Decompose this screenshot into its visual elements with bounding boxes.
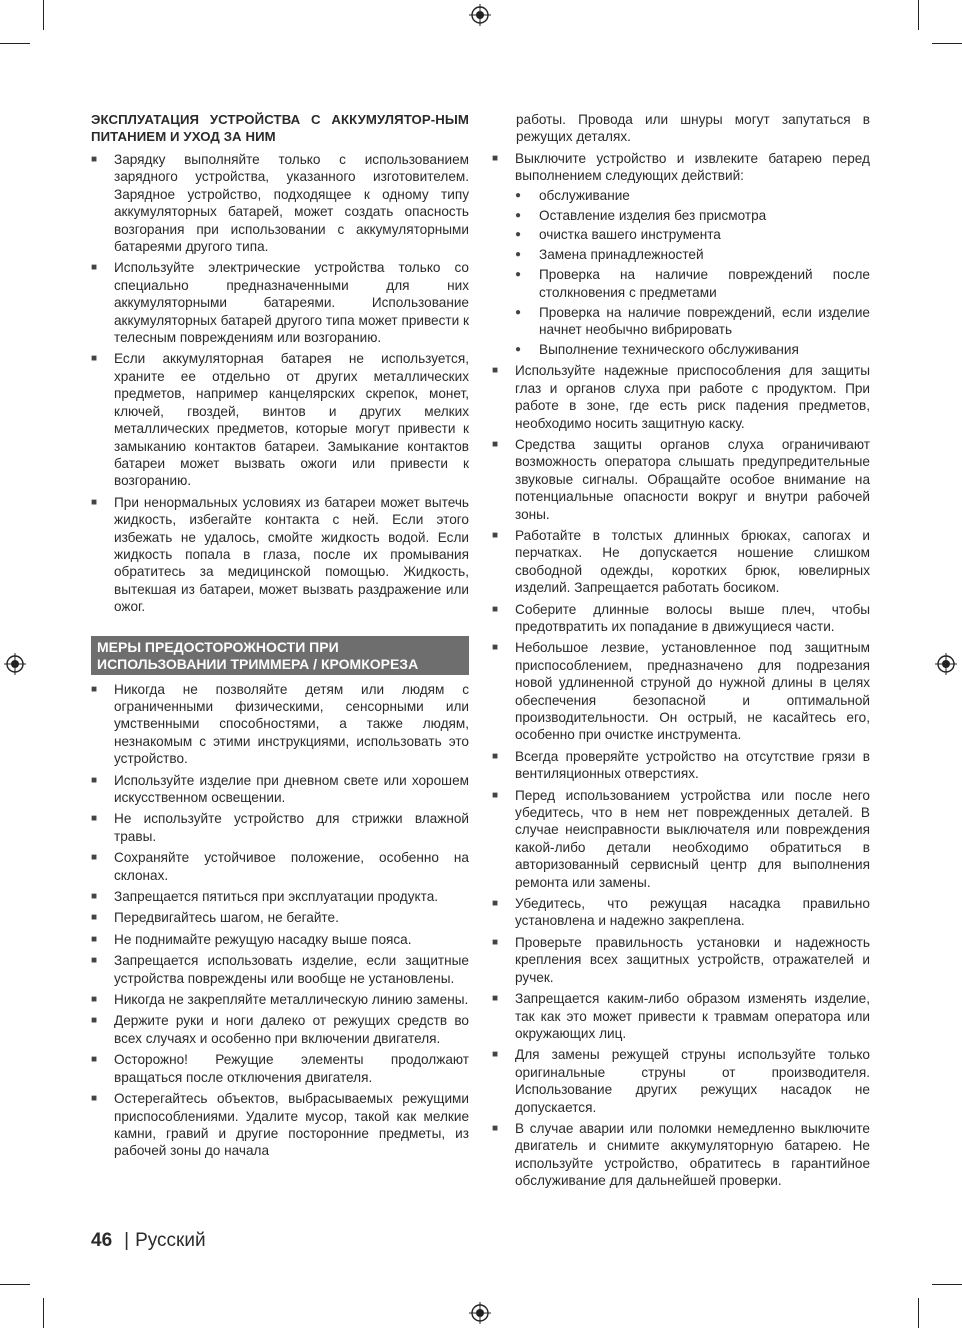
sub-list-item: ● обслуживание xyxy=(515,187,870,204)
list-item: ■ Зарядку выполняйте только с использованием зарядного устройства, указанного изготовителем. Зарядное устройство, подходящее к одному типу аккумуляторных батарей, может создать опасность возгорания при использовании с аккумуляторными батареями другого типа. xyxy=(91,151,469,255)
list-item: ■ Не поднимайте режущую насадку выше пояса. xyxy=(91,931,469,948)
list-item xyxy=(492,150,870,358)
list-item: ■ Не используйте устройство для стрижки влажной травы. xyxy=(91,810,469,845)
sub-list-item: ● очистка вашего инструмента xyxy=(515,226,870,243)
sub-list-item: ● Оставление изделия без присмотра xyxy=(515,207,870,224)
list-item: ■ Передвигайтесь шагом, не бегайте. xyxy=(91,909,469,926)
trimmer-section-heading xyxy=(91,636,469,675)
list-item: ■ Никогда не позволяйте детям или людям с ограниченными физическими, сенсорными или умственными способностями, а также людям, незнакомым с этими инструкциями, использовать это устройство. xyxy=(91,681,469,768)
left-column xyxy=(91,111,469,1164)
list-item: ■ Соберите длинные волосы выше плеч, чтобы предотвратить их попадание в движущиеся части. xyxy=(492,601,870,636)
page-number: 46 xyxy=(91,1230,113,1251)
list-item: ■ Никогда не закрепляйте металлическую линию замены. xyxy=(91,991,469,1008)
list-item: ■ Используйте электрические устройства только со специально предназначенными для них аккумуляторными батареями. Использование аккумуляторных батарей другого типа может привести к телесным повреждениям или возгоранию. xyxy=(91,259,469,346)
list-item: ■ При ненормальных условиях из батареи может вытечь жидкость, избегайте контакта с ней. Если этого избежать не удалось, смойте жидкость водой. Если жидкость попала в глаза, после их промывания обратитесь за медицинской помощью. Жидкость, вытекшая из батареи, может вызвать раздражение или ожог. xyxy=(91,494,469,616)
list-item: ■ Запрещается использовать изделие, если защитные устройства повреждены или вообще не установлены. xyxy=(91,952,469,987)
list-item: ■ Работайте в толстых длинных брюках, сапогах и перчатках. Не допускается ношение слишком свободной одежды, коротких брюк, ювелирных изделий. Запрещается работать босиком. xyxy=(492,527,870,597)
footer-separator: | xyxy=(124,1230,130,1251)
crop-mark xyxy=(932,1284,962,1285)
section-title-line: МЕРЫ ПРЕДОСТОРОЖНОСТИ ПРИ xyxy=(97,638,339,655)
crop-mark xyxy=(0,1284,30,1285)
list-item: ■ Запрещается пятиться при эксплуатации продукта. xyxy=(91,888,469,905)
crop-mark xyxy=(43,0,44,30)
trimmer-list xyxy=(91,681,469,1160)
list-item: ■ Для замены режущей струны используйте только оригинальные струны от производителя. Использование других режущих насадок не допускается. xyxy=(492,1046,870,1116)
list-item: ■ Средства защиты органов слуха ограничивают возможность оператора слышать предупредительные звуковые сигналы. Обращайте особое внимание на потенциальные опасности вокруг и внутри рабочей зоны. xyxy=(492,436,870,523)
crop-mark xyxy=(43,1298,44,1328)
list-item: ■ Проверьте правильность установки и надежность крепления всех защитных устройств, отражателей и ручек. xyxy=(492,934,870,986)
section-title-line: ИСПОЛЬЗОВАНИИ ТРИММЕРА / КРОМКОРЕЗА xyxy=(97,655,419,672)
footer-language: Русский xyxy=(135,1230,206,1251)
list-item: ■ Небольшое лезвие, установленное под защитным приспособлением, предназначено для подрезания новой удлиненной струной до нужной длины в целях обеспечения безопасной и оптимальной производительности. Он острый, не касайтесь его, особенно при очистке инструмента. xyxy=(492,639,870,743)
sub-list-item: ● Проверка на наличие повреждений, если изделие начнет необычно вибрировать xyxy=(515,304,870,339)
list-item: ■ Держите руки и ноги далеко от режущих средств во всех случаях и особенно при включении двигателя. xyxy=(91,1012,469,1047)
right-column xyxy=(492,111,870,1194)
registration-mark-icon xyxy=(469,1302,491,1324)
list-item: ■ Сохраняйте устойчивое положение, особенно на склонах. xyxy=(91,849,469,884)
list-item: ■ Используйте изделие при дневном свете или хорошем искусственном освещении. xyxy=(91,772,469,807)
sub-list-item: ● Замена принадлежностей xyxy=(515,246,870,263)
list-item: ■ Если аккумуляторная батарея не используется, храните ее отдельно от других металлических предметов, например канцелярских скрепок, монет, ключей, гвоздей, винтов и других мелких металлических предметов, которые могут привести к замыканию контактов батареи. Замыкание контактов батареи может вызвать ожоги или привести к возгоранию. xyxy=(91,350,469,489)
crop-mark xyxy=(932,43,962,44)
sub-list xyxy=(515,187,870,359)
list-item: ■ Остерегайтесь объектов, выбрасываемых режущими приспособлениями. Удалите мусор, такой как мелкие камни, гравий и другие посторонние предметы, из рабочей зоны до начала xyxy=(91,1090,469,1160)
battery-section-heading: ЭКСПЛУАТАЦИЯ УСТРОЙСТВА С АККУМУЛЯТОР-НЫМ ПИТАНИЕМ И УХОД ЗА НИМ xyxy=(91,112,469,144)
sub-list-item: ● Проверка на наличие повреждений после столкновения с предметами xyxy=(515,266,870,301)
list-item-text: Выключите устройство и извлеките батарею перед выполнением следующих действий: xyxy=(515,150,870,184)
list-item: ■ Перед использованием устройства или после него убедитесь, что в нем нет поврежденных деталей. В случае неисправности выключателя или повреждения какой-либо детали необходимо обратиться в авторизованный сервисный центр для выполнения ремонта или замены. xyxy=(492,787,870,891)
battery-list xyxy=(91,151,469,616)
list-item: ■ Осторожно! Режущие элементы продолжают вращаться после отключения двигателя. xyxy=(91,1051,469,1086)
registration-mark-icon xyxy=(935,653,957,675)
list-item: ■ В случае аварии или поломки немедленно выключите двигатель и снимите аккумуляторную батарею. Не используйте устройство, обратитесь в гарантийное обслуживание для дальнейшей проверки. xyxy=(492,1120,870,1190)
list-item-continuation: работы. Провода или шнуры могут запутаться в режущих деталях. xyxy=(516,112,870,145)
crop-mark xyxy=(918,0,919,30)
safety-list xyxy=(492,111,870,1190)
crop-mark xyxy=(918,1298,919,1328)
registration-mark-icon xyxy=(4,653,26,675)
page-footer xyxy=(91,1230,206,1252)
list-item: ■ Используйте надежные приспособления для защиты глаз и органов слуха при работе с продуктом. При работе в зоне, где есть риск падения предметов, необходимо носить защитную каску. xyxy=(492,362,870,432)
list-item: ■ Убедитесь, что режущая насадка правильно установлена и надежно закреплена. xyxy=(492,895,870,930)
registration-mark-icon xyxy=(469,4,491,26)
list-item: ■ Всегда проверяйте устройство на отсутствие грязи в вентиляционных отверстиях. xyxy=(492,748,870,783)
list-item: ■ Запрещается каким-либо образом изменять изделие, так как это может привести к травмам оператора или окружающих лиц. xyxy=(492,990,870,1042)
sub-list-item: ● Выполнение технического обслуживания xyxy=(515,341,870,358)
crop-mark xyxy=(0,43,30,44)
